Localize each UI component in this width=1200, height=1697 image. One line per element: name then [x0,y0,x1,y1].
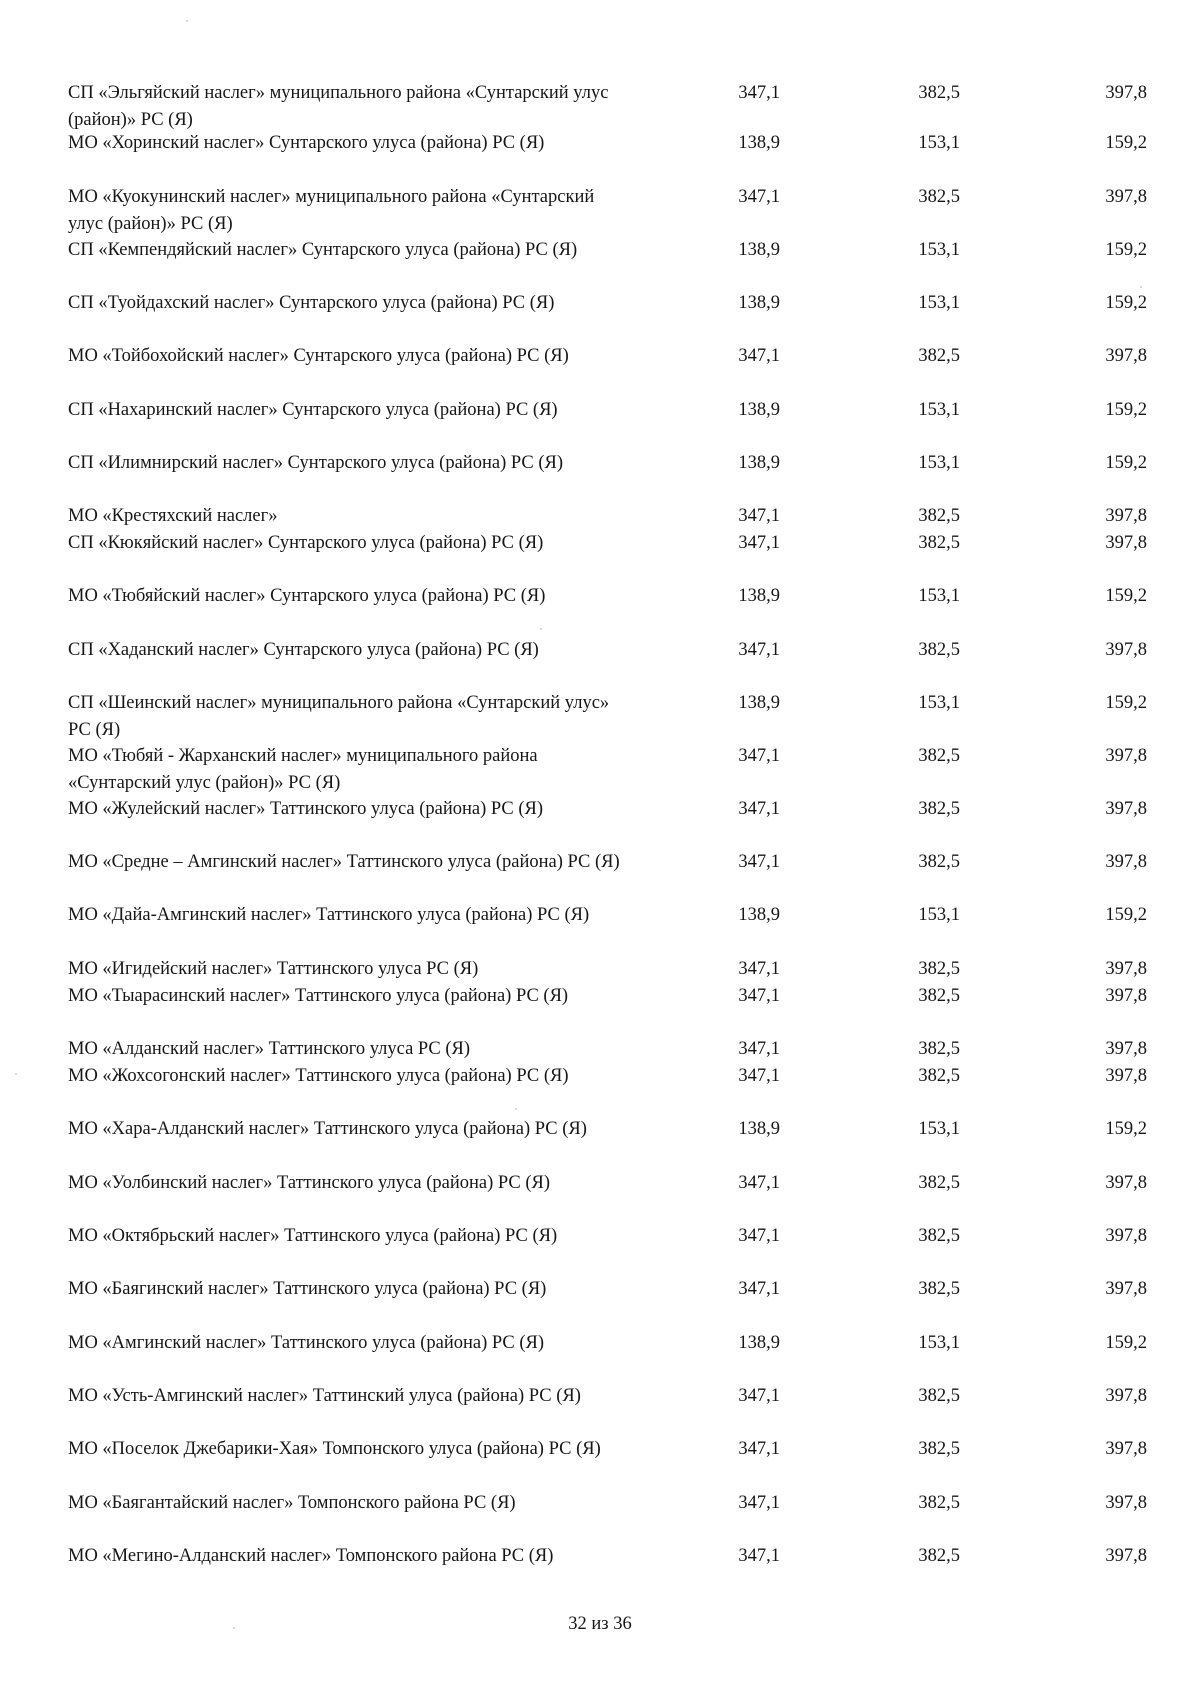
value-year-2: 153,1 [918,453,960,473]
value-year-3: 397,8 [1105,852,1147,872]
municipality-name: МО «Октябрьский наслег» Таттинского улуса (района) РС (Я) [68,1226,558,1246]
value-year-2: 382,5 [918,852,960,872]
value-year-3: 397,8 [1105,746,1147,766]
value-year-3: 159,2 [1105,133,1147,153]
value-year-1: 138,9 [738,1333,780,1353]
value-year-3: 159,2 [1105,1333,1147,1353]
value-year-2: 382,5 [918,1226,960,1246]
municipality-name: МО «Хара-Алданский наслег» Таттинского улуса (района) РС (Я) [68,1119,587,1139]
value-year-1: 138,9 [738,293,780,313]
value-year-2: 153,1 [918,693,960,713]
municipality-name: МО «Тойбохойский наслег» Сунтарского улуса (района) РС (Я) [68,346,569,366]
municipality-name: МО «Тыарасинский наслег» Таттинского улуса (района) РС (Я) [68,986,569,1006]
value-year-3: 159,2 [1105,586,1147,606]
municipality-name: МО «Поселок Джебарики-Хая» Томпонского улуса (района) РС (Я) [68,1439,601,1459]
value-year-2: 153,1 [918,240,960,260]
value-year-2: 382,5 [918,1173,960,1193]
value-year-3: 397,8 [1105,1493,1147,1513]
municipality-name: МО «Усть-Амгинский наслег» Таттинский улуса (района) РС (Я) [68,1386,581,1406]
value-year-1: 347,1 [738,1439,780,1459]
value-year-1: 347,1 [738,83,780,103]
value-year-1: 347,1 [738,346,780,366]
value-year-1: 347,1 [738,1226,780,1246]
value-year-1: 138,9 [738,1119,780,1139]
value-year-2: 382,5 [918,746,960,766]
municipality-name: МО «Баягантайский наслег» Томпонского района РС (Я) [68,1493,516,1513]
value-year-1: 347,1 [738,1066,780,1086]
value-year-3: 397,8 [1105,986,1147,1006]
value-year-3: 397,8 [1105,959,1147,979]
value-year-3: 397,8 [1105,1386,1147,1406]
scan-speck [1140,286,1142,288]
value-year-1: 347,1 [738,1279,780,1299]
value-year-3: 159,2 [1105,693,1147,713]
value-year-2: 153,1 [918,133,960,153]
value-year-1: 347,1 [738,799,780,819]
municipality-name: МО «Тюбяйский наслег» Сунтарского улуса (района) РС (Я) [68,586,546,606]
value-year-2: 382,5 [918,1439,960,1459]
municipality-name: МО «Средне – Амгинский наслег» Таттинского улуса (района) РС (Я) [68,852,620,872]
value-year-3: 397,8 [1105,533,1147,553]
municipality-name: МО «Уолбинский наслег» Таттинского улуса (района) РС (Я) [68,1173,551,1193]
value-year-1: 347,1 [738,986,780,1006]
value-year-2: 153,1 [918,293,960,313]
municipality-name: МО «Хоринский наслег» Сунтарского улуса (района) РС (Я) [68,133,545,153]
municipality-name: МО «Жохсогонский наслег» Таттинского улуса (района) РС (Я) [68,1066,569,1086]
value-year-1: 347,1 [738,1386,780,1406]
value-year-3: 397,8 [1105,1039,1147,1059]
value-year-1: 138,9 [738,133,780,153]
scan-speck [233,1627,235,1629]
municipality-name: МО «Дайа-Амгинский наслег» Таттинского улуса (района) РС (Я) [68,905,590,925]
municipality-name: СП «Хаданский наслег» Сунтарского улуса (района) РС (Я) [68,640,539,660]
municipality-name: СП «Нахаринский наслег» Сунтарского улуса (района) РС (Я) [68,400,558,420]
value-year-1: 347,1 [738,1173,780,1193]
municipality-name: МО «Куокунинский наслег» муниципального района «Сунтарский улус (район)» РС (Я) [68,187,595,234]
value-year-2: 382,5 [918,640,960,660]
value-year-3: 397,8 [1105,346,1147,366]
municipality-name: МО «Алданский наслег» Таттинского улуса РС (Я) [68,1039,471,1059]
municipality-name: МО «Амгинский наслег» Таттинского улуса (района) РС (Я) [68,1333,545,1353]
value-year-2: 382,5 [918,1039,960,1059]
value-year-2: 382,5 [918,83,960,103]
municipality-name: СП «Туойдахский наслег» Сунтарского улуса (района) РС (Я) [68,293,555,313]
value-year-3: 397,8 [1105,1546,1147,1566]
value-year-2: 382,5 [918,799,960,819]
value-year-3: 397,8 [1105,1226,1147,1246]
value-year-2: 153,1 [918,1333,960,1353]
value-year-1: 347,1 [738,852,780,872]
value-year-2: 382,5 [918,1546,960,1566]
value-year-2: 382,5 [918,1279,960,1299]
value-year-1: 347,1 [738,187,780,207]
value-year-3: 397,8 [1105,506,1147,526]
municipality-name: МО «Игидейский наслег» Таттинского улуса РС (Я) [68,959,479,979]
value-year-1: 347,1 [738,1493,780,1513]
value-year-1: 138,9 [738,240,780,260]
value-year-1: 347,1 [738,533,780,553]
value-year-2: 153,1 [918,905,960,925]
municipality-name: МО «Баягинский наслег» Таттинского улуса (района) РС (Я) [68,1279,547,1299]
value-year-3: 397,8 [1105,1173,1147,1193]
value-year-2: 382,5 [918,346,960,366]
value-year-3: 397,8 [1105,83,1147,103]
value-year-3: 159,2 [1105,400,1147,420]
value-year-1: 347,1 [738,1039,780,1059]
municipality-name: МО «Мегино-Алданский наслег» Томпонского района РС (Я) [68,1546,554,1566]
value-year-1: 138,9 [738,400,780,420]
value-year-1: 347,1 [738,640,780,660]
value-year-1: 347,1 [738,506,780,526]
value-year-3: 397,8 [1105,799,1147,819]
scan-speck [186,20,188,22]
municipality-name: СП «Кюкяйский наслег» Сунтарского улуса (района) РС (Я) [68,533,544,553]
scan-speck [15,1073,17,1075]
value-year-3: 159,2 [1105,1119,1147,1139]
value-year-1: 138,9 [738,905,780,925]
scan-speck [540,628,542,630]
value-year-3: 397,8 [1105,1066,1147,1086]
value-year-2: 382,5 [918,533,960,553]
page-number: 32 из 36 [568,1614,632,1634]
municipality-name: МО «Тюбяй - Жарханский наслег» муниципального района «Сунтарский улус (район)» РС (Я) [68,746,538,793]
value-year-3: 397,8 [1105,640,1147,660]
value-year-2: 382,5 [918,1066,960,1086]
value-year-1: 347,1 [738,746,780,766]
municipality-name: СП «Шеинский наслег» муниципального района «Сунтарский улус» РС (Я) [68,693,610,740]
value-year-2: 382,5 [918,187,960,207]
value-year-2: 153,1 [918,400,960,420]
value-year-2: 382,5 [918,506,960,526]
value-year-2: 153,1 [918,1119,960,1139]
municipality-name: МО «Жулейский наслег» Таттинского улуса (района) РС (Я) [68,799,544,819]
value-year-2: 382,5 [918,1386,960,1406]
value-year-2: 382,5 [918,986,960,1006]
value-year-1: 138,9 [738,453,780,473]
value-year-2: 382,5 [918,959,960,979]
value-year-3: 159,2 [1105,240,1147,260]
value-year-3: 397,8 [1105,187,1147,207]
scan-speck [515,1108,517,1110]
value-year-3: 159,2 [1105,453,1147,473]
value-year-1: 138,9 [738,586,780,606]
value-year-1: 138,9 [738,693,780,713]
value-year-2: 153,1 [918,586,960,606]
municipality-name: МО «Крестяхский наслег» [68,506,278,526]
municipality-name: СП «Илимнирский наслег» Сунтарского улуса (района) РС (Я) [68,453,563,473]
municipality-name: СП «Эльгяйский наслег» муниципального района «Сунтарский улус (район)» РС (Я) [68,83,609,130]
value-year-3: 159,2 [1105,293,1147,313]
value-year-2: 382,5 [918,1493,960,1513]
value-year-1: 347,1 [738,959,780,979]
value-year-3: 159,2 [1105,905,1147,925]
municipality-name: СП «Кемпендяйский наслег» Сунтарского улуса (района) РС (Я) [68,240,578,260]
value-year-3: 397,8 [1105,1279,1147,1299]
value-year-3: 397,8 [1105,1439,1147,1459]
value-year-1: 347,1 [738,1546,780,1566]
